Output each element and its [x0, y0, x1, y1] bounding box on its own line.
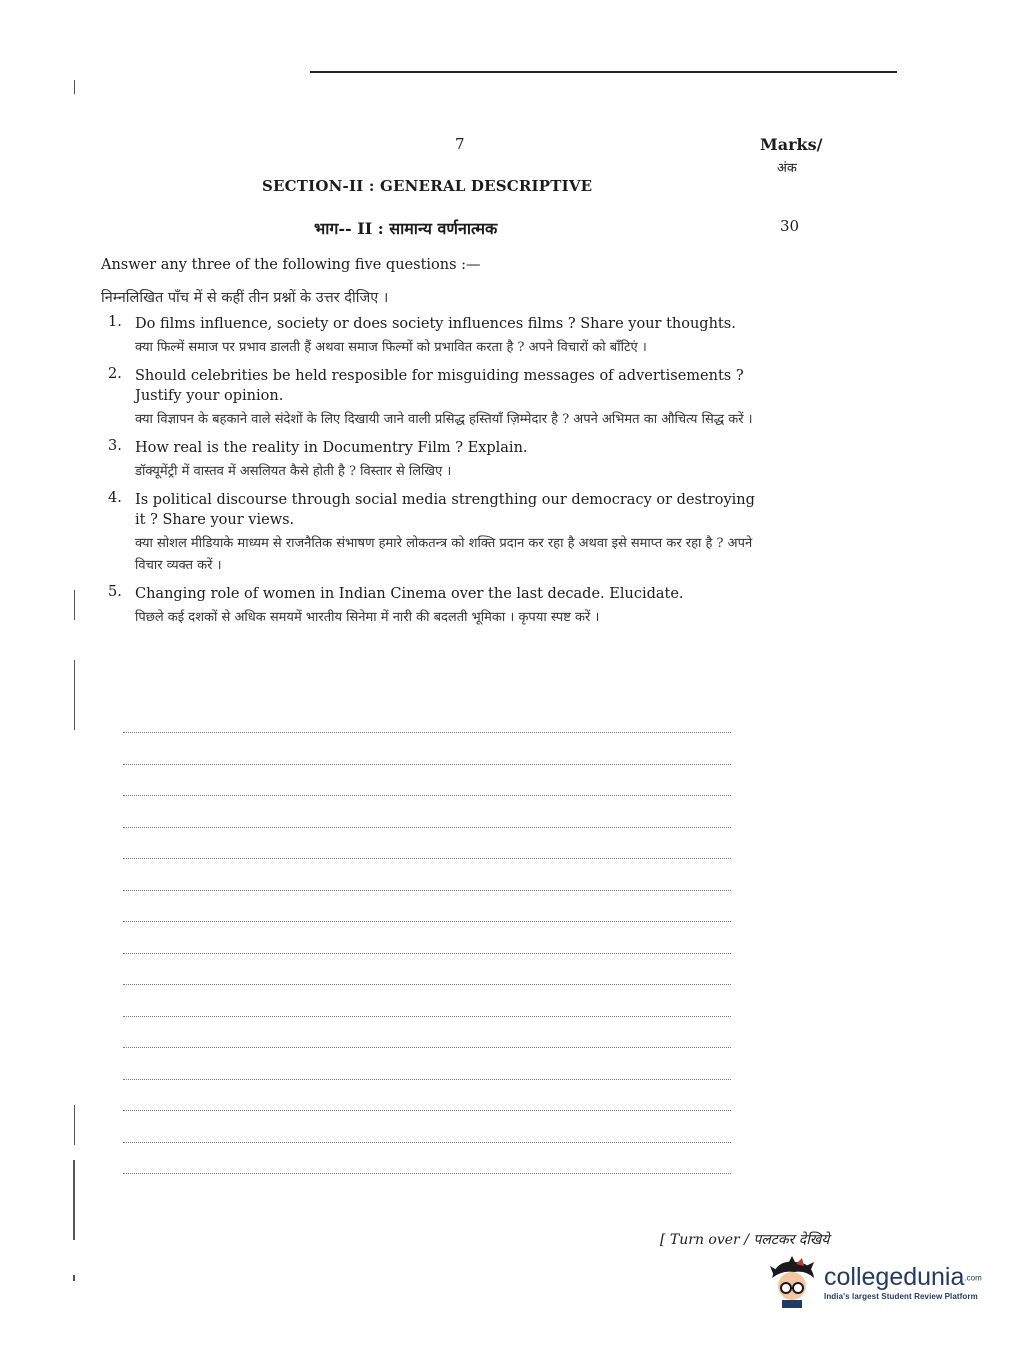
question-text-english: How real is the reality in Documentry Film ? Explain.	[135, 440, 528, 456]
answer-line	[123, 890, 731, 891]
question-text-hindi: पिछले कई दशकों से अधिक समयमें भारतीय सिनेमा में नारी की बदलती भूमिका । कृपया स्पष्ट करें ।	[135, 610, 600, 625]
question-item	[108, 490, 758, 577]
logo-name: collegedunia.com	[824, 1262, 982, 1291]
page-number: 7	[455, 135, 465, 153]
question-number: 5.	[108, 584, 122, 600]
question-text-hindi: क्या फिल्में समाज पर प्रभाव डालती हैं अथवा समाज फिल्मों को प्रभावित करता है ? अपने विचारों को बाँटिएं ।	[135, 340, 647, 355]
question-body	[135, 314, 758, 359]
answer-line	[123, 732, 731, 733]
marks-label-hindi: अंक	[777, 161, 797, 176]
question-item	[108, 366, 758, 431]
question-item	[108, 438, 758, 483]
margin-mark	[73, 1275, 75, 1281]
answer-line	[123, 827, 731, 828]
answer-line	[123, 1016, 731, 1017]
question-text-hindi: क्या सोशल मीडियाके माध्यम से राजनैतिक संभाषण हमारे लोकतन्त्र को शक्ति प्रदान कर रहा है अथवा इसे समाप्त कर रहा है ? अपने विचार व्यक्त करें ।	[135, 536, 753, 573]
question-list	[108, 314, 758, 636]
question-body	[135, 438, 758, 483]
question-body	[135, 584, 758, 629]
question-number: 1.	[108, 314, 122, 330]
question-text-english: Should celebrities be held resposible for misguiding messages of advertisements ? Justify your opinion.	[135, 368, 744, 404]
collegedunia-logo	[766, 1256, 982, 1308]
question-body	[135, 366, 758, 431]
question-number: 4.	[108, 490, 122, 506]
margin-mark	[74, 80, 75, 94]
answer-line	[123, 764, 731, 765]
margin-mark	[74, 1105, 75, 1145]
margin-mark	[74, 660, 75, 730]
answer-line	[123, 795, 731, 796]
mascot-icon	[766, 1256, 818, 1308]
question-item	[108, 584, 758, 629]
question-text-english: Changing role of women in Indian Cinema over the last decade. Elucidate.	[135, 586, 684, 602]
logo-tagline: India's largest Student Review Platform	[824, 1292, 978, 1302]
question-body	[135, 490, 758, 577]
logo-domain: .com	[964, 1273, 982, 1283]
answer-line	[123, 1079, 731, 1080]
question-text-hindi: डॉक्यूमेंट्री में वास्तव में असलियत कैसे होती है ? विस्तार से लिखिए ।	[135, 464, 452, 479]
answer-line	[123, 1142, 731, 1143]
logo-text	[824, 1263, 982, 1301]
answer-line	[123, 921, 731, 922]
question-text-hindi: क्या विज्ञापन के बहकाने वाले संदेशों के लिए दिखायी जाने वाली प्रसिद्ध हस्तियाँ ज़िम्मेदार है ? अपने अभिमत का औचित्य सिद्ध करें ।	[135, 412, 753, 427]
question-item	[108, 314, 758, 359]
answer-line	[123, 858, 731, 859]
answer-line	[123, 1110, 731, 1111]
question-number: 3.	[108, 438, 122, 454]
margin-mark	[73, 1160, 75, 1240]
top-rule	[310, 71, 897, 73]
instruction-hindi: निम्नलिखित पाँच में से कहीं तीन प्रश्नों के उत्तर दीजिए ।	[101, 290, 389, 306]
answer-lines	[123, 732, 731, 1205]
instruction-english: Answer any three of the following five questions :—	[101, 257, 481, 273]
answer-line	[123, 984, 731, 985]
answer-line	[123, 1173, 731, 1174]
turn-over-note: [ Turn over / पलटकर देखिये	[660, 1232, 830, 1248]
section-title-hindi: भाग-- II : सामान्य वर्णनात्मक	[314, 219, 498, 238]
answer-line	[123, 1047, 731, 1048]
marks-value: 30	[780, 217, 800, 235]
section-title: SECTION-II : GENERAL DESCRIPTIVE	[262, 177, 593, 195]
question-text-english: Do films influence, society or does society influences films ? Share your thoughts.	[135, 316, 736, 332]
answer-line	[123, 953, 731, 954]
marks-label: Marks/	[760, 135, 823, 154]
margin-mark	[74, 590, 75, 620]
question-text-english: Is political discourse through social media strengthing our democracy or destroying it ? Share your views.	[135, 492, 755, 528]
question-number: 2.	[108, 366, 122, 382]
